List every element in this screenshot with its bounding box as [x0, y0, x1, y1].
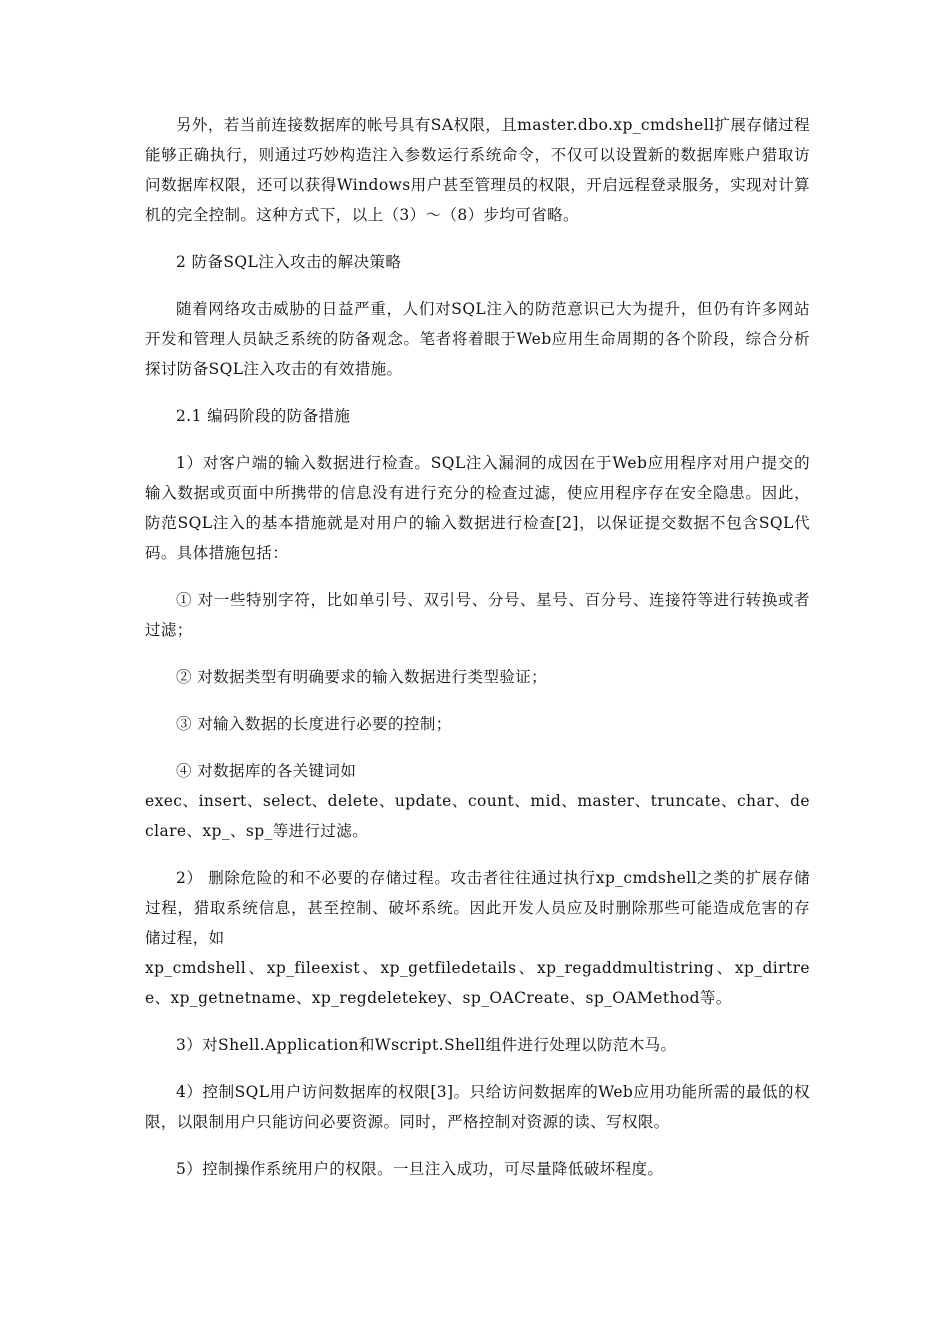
paragraph-sa-privilege: 另外，若当前连接数据库的帐号具有SA权限，且master.dbo.xp_cmdshell扩展存储过程能够正确执行，则通过巧妙构造注入参数运行系统命令，不仅可以设置新的数据库账户猎取访问数据库权限，还可以获得Windows用户甚至管理员的权限，开启远程登录服务，实现对计算机的完全控制。这种方式下，以上（3）～（8）步均可省略。 [145, 116, 810, 224]
paragraph-os-user-permissions: 5）控制操作系统用户的权限。一旦注入成功，可尽量降低破坏程度。 [176, 1160, 664, 1178]
paragraph-stored-procedures-lead: 2） 删除危险的和不必要的存储过程。攻击者往往通过执行xp_cmdshell之类的扩展存储过程，猎取系统信息，甚至控制、破坏系统。因此开发人员应及时删除那些可能造成危害的存储过程，如 [145, 869, 810, 947]
document-page [145, 110, 810, 1201]
paragraph-shell-components: 3）对Shell.Application和Wscript.Shell组件进行处理以防范木马。 [176, 1036, 677, 1054]
paragraph-stored-procedures-list: xp_cmdshell、xp_fileexist、xp_getfiledetails、xp_regaddmultistring、xp_dirtree、xp_getnetname、xp_regdeletekey、sp_OACreate、sp_OAMethod等。 [145, 959, 810, 1007]
paragraph-intro-defense: 随着网络攻击威胁的日益严重，人们对SQL注入的防范意识已大为提升，但仍有许多网站开发和管理人员缺乏系统的防备观念。笔者将着眼于Web应用生命周期的各个阶段，综合分析探讨防备SQL注入攻击的有效措施。 [145, 300, 810, 378]
list-item-keyword-filter [145, 756, 810, 846]
list-item-length-control: ③ 对输入数据的长度进行必要的控制； [176, 715, 452, 733]
list-item-special-chars: ① 对一些特别字符，比如单引号、双引号、分号、星号、百分号、连接符等进行转换或者过滤； [145, 591, 810, 639]
section-heading-2-1: 2.1 编码阶段的防备措施 [176, 407, 351, 425]
section-heading-2: 2 防备SQL注入攻击的解决策略 [176, 253, 402, 271]
list-item-type-validation: ② 对数据类型有明确要求的输入数据进行类型验证； [176, 668, 548, 686]
list-item-keyword-filter-keywords: exec、insert、select、delete、update、count、mid、master、truncate、char、declare、xp_、sp_等进行过滤。 [145, 792, 810, 840]
paragraph-sql-user-permissions: 4）控制SQL用户访问数据库的权限[3]。只给访问数据库的Web应用功能所需的最低的权限，以限制用户只能访问必要资源。同时，严格控制对资源的读、写权限。 [145, 1083, 810, 1131]
list-item-keyword-filter-lead: ④ 对数据库的各关键词如 [176, 762, 357, 780]
paragraph-stored-procedures [145, 863, 810, 1013]
paragraph-input-check: 1）对客户端的输入数据进行检查。SQL注入漏洞的成因在于Web应用程序对用户提交的输入数据或页面中所携带的信息没有进行充分的检查过滤，使应用程序存在安全隐患。因此，防范SQL注入的基本措施就是对用户的输入数据进行检查[2]，以保证提交数据不包含SQL代码。具体措施包括： [145, 454, 810, 562]
